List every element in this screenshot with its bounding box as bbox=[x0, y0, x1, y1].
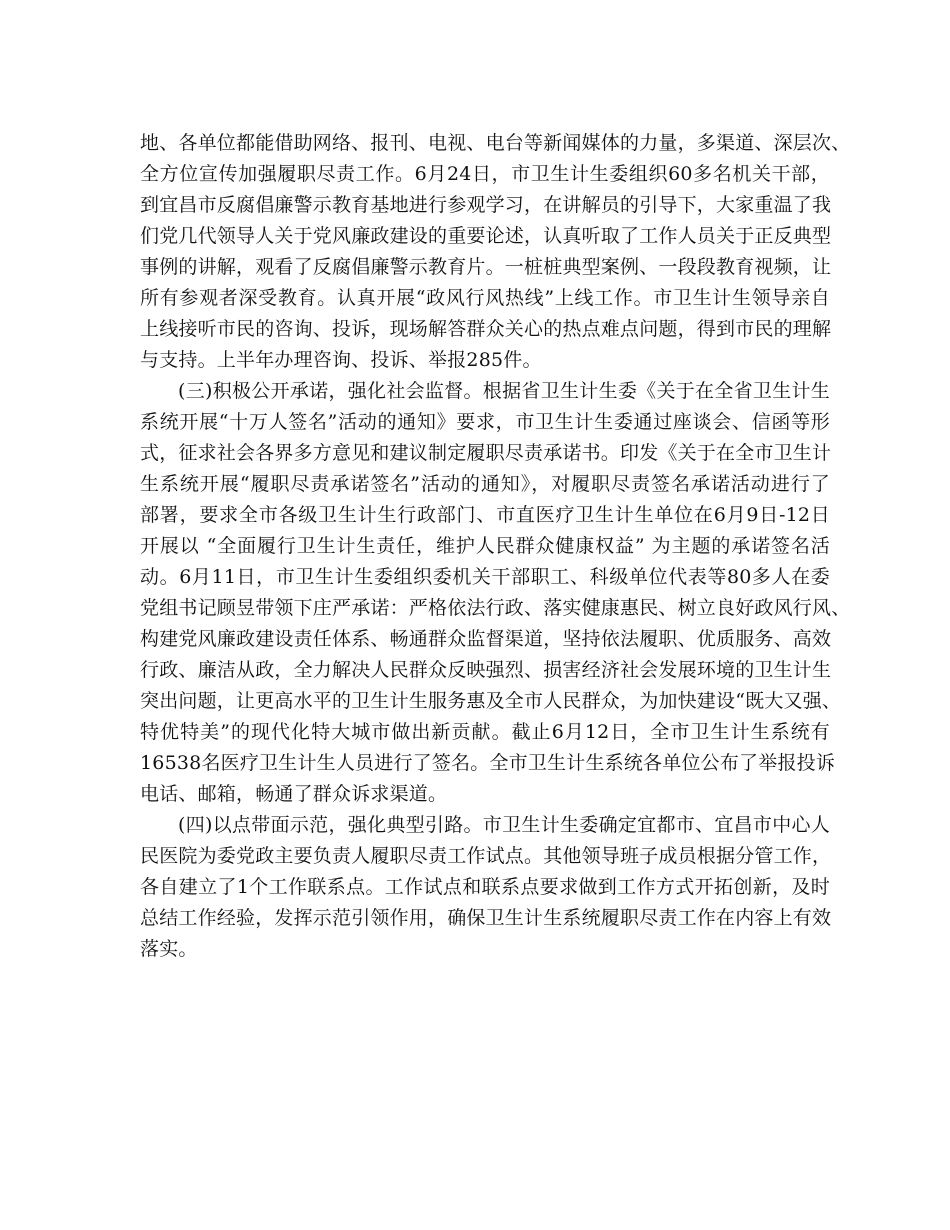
text-line: 突出问题，让更高水平的卫生计生服务惠及全市人民群众，为加快建设“既大又强、 bbox=[140, 690, 842, 712]
text-line: 开展以 “全面履行卫生计生责任，维护人民群众健康权益” 为主题的承诺签名活 bbox=[140, 535, 830, 557]
text-line: 地、各单位都能借助网络、报刊、电视、电台等新闻媒体的力量，多渠道、深层次、 bbox=[140, 132, 851, 154]
text-line: 所有参观者深受教育。认真开展“政风行风热线”上线工作。市卫生计生领导亲自 bbox=[140, 287, 830, 309]
text-line: (四)以点带面示范，强化典型引路。市卫生计生委确定宜都市、宜昌市中心人 bbox=[178, 814, 830, 836]
paragraph-3 bbox=[140, 810, 830, 965]
text-line: 系统开展“十万人签名”活动的通知》要求，市卫生计生委通过座谈会、信函等形 bbox=[140, 411, 830, 433]
text-line: 事例的讲解，观看了反腐倡廉警示教育片。一桩桩典型案例、一段段教育视频，让 bbox=[140, 256, 832, 278]
text-line: (三)积极公开承诺，强化社会监督。根据省卫生计生委《关于在全省卫生计生 bbox=[178, 380, 830, 402]
text-line: 部署，要求全市各级卫生计生行政部门、市直医疗卫生计生单位在6月9日-12日 bbox=[140, 504, 830, 526]
text-line: 电话、邮箱，畅通了群众诉求渠道。 bbox=[140, 783, 448, 805]
paragraph-1 bbox=[140, 128, 851, 376]
text-line: 行政、廉洁从政，全力解决人民群众反映强烈、损害经济社会发展环境的卫生计生 bbox=[140, 659, 832, 681]
text-line: 动。6月11日，市卫生计生委组织委机关干部职工、科级单位代表等80多人在委 bbox=[140, 566, 830, 588]
text-line: 们党几代领导人关于党风廉政建设的重要论述，认真听取了工作人员关于正反典型 bbox=[140, 225, 832, 247]
text-line: 全方位宣传加强履职尽责工作。6月24日，市卫生计生委组织60多名机关干部， bbox=[140, 163, 830, 185]
text-line: 总结工作经验，发挥示范引领作用，确保卫生计生系统履职尽责工作在内容上有效 bbox=[140, 907, 832, 929]
text-line: 特优特美”的现代化特大城市做出新贡献。截止6月12日，全市卫生计生系统有 bbox=[140, 721, 830, 743]
text-line: 生系统开展“履职尽责承诺签名”活动的通知》，对履职尽责签名承诺活动进行了 bbox=[140, 473, 830, 495]
text-line: 民医院为委党政主要负责人履职尽责工作试点。其他领导班子成员根据分管工作， bbox=[140, 845, 832, 867]
text-line: 落实。 bbox=[140, 938, 198, 960]
text-line: 党组书记顾昱带领下庄严承诺：严格依法行政、落实健康惠民、树立良好政风行风、 bbox=[140, 597, 851, 619]
text-line: 16538名医疗卫生计生人员进行了签名。全市卫生计生系统各单位公布了举报投诉 bbox=[140, 752, 836, 774]
document-page bbox=[140, 128, 851, 965]
text-line: 构建党风廉政建设责任体系、畅通群众监督渠道，坚持依法履职、优质服务、高效 bbox=[140, 628, 832, 650]
text-line: 各自建立了1个工作联系点。工作试点和联系点要求做到工作方式开拓创新，及时 bbox=[140, 876, 830, 898]
paragraph-2 bbox=[140, 376, 851, 810]
text-line: 到宜昌市反腐倡廉警示教育基地进行参观学习，在讲解员的引导下，大家重温了我 bbox=[140, 194, 832, 216]
text-line: 式，征求社会各界多方意见和建议制定履职尽责承诺书。印发《关于在全市卫生计 bbox=[140, 442, 832, 464]
text-line: 上线接听市民的咨询、投诉，现场解答群众关心的热点难点问题，得到市民的理解 bbox=[140, 318, 832, 340]
text-line: 与支持。上半年办理咨询、投诉、举报285件。 bbox=[140, 349, 542, 371]
